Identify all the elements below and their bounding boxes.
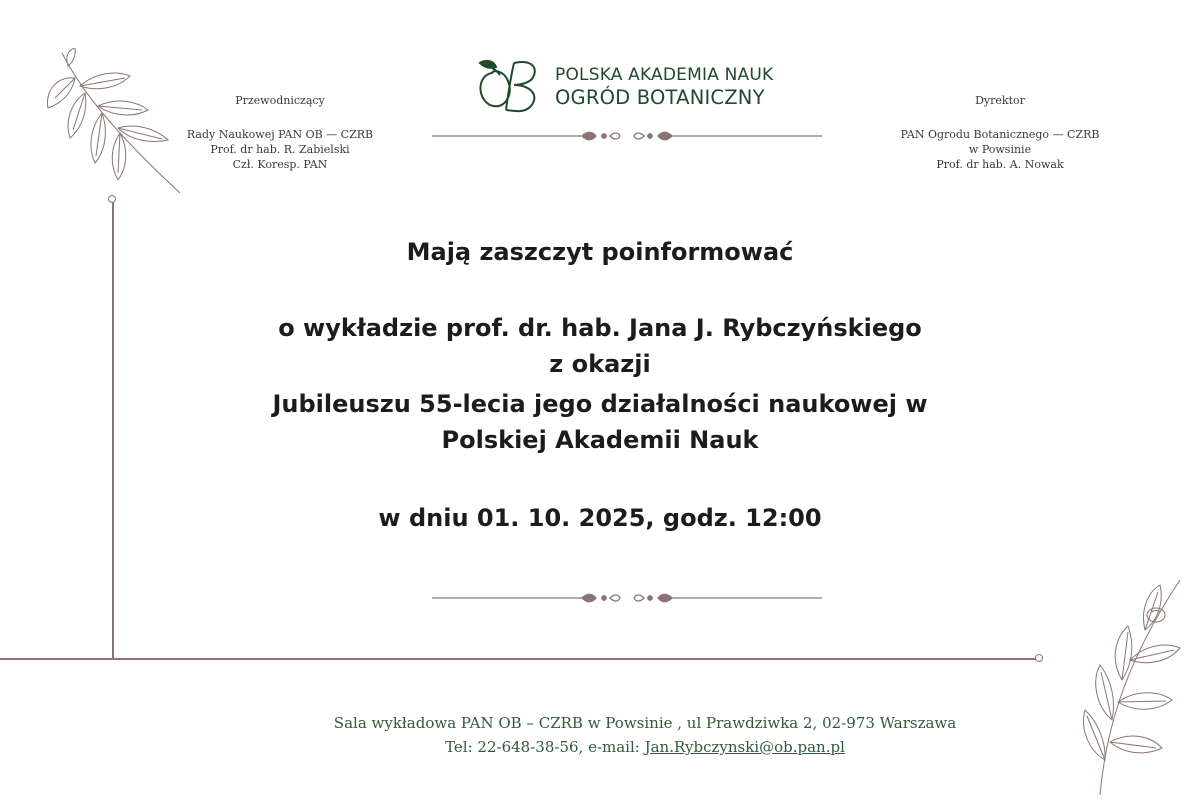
chairman-role: Przewodniczący: [235, 94, 325, 107]
phone-text: Tel: 22-648-38-56, e-mail:: [445, 738, 645, 756]
ob-monogram-icon: [470, 55, 548, 115]
director-line: Prof. dr hab. A. Nowak: [936, 158, 1064, 171]
flourish-divider-icon: [432, 129, 822, 143]
director-details: [875, 127, 1125, 172]
director-line: w Powsinie: [968, 143, 1032, 156]
olive-branch-icon: [1060, 560, 1200, 800]
event-date: w dniu 01. 10. 2025, godz. 12:00: [378, 504, 822, 532]
logo: [470, 55, 800, 115]
director-line: PAN Ogrodu Botanicznego — CZRB: [900, 128, 1100, 141]
frame-horizontal-line: [0, 658, 1040, 660]
chairman-line: Rady Naukowej PAN OB — CZRB: [186, 128, 374, 141]
frame-vertical-line: [112, 200, 114, 660]
flourish-divider-icon: [432, 591, 822, 605]
frame-dot-right: [1035, 654, 1043, 662]
chairman-line: Prof. dr hab. R. Zabielski: [210, 143, 350, 156]
olive-branch-icon: [40, 48, 185, 198]
contact-line: [200, 738, 1090, 756]
director-role: Dyrektor: [975, 94, 1025, 107]
email-link[interactable]: Jan.Rybczynski@ob.pan.pl: [644, 738, 845, 756]
announcement-line: Jubileuszu 55-lecia jego działalności naukowej w: [272, 390, 928, 418]
logo-line-2: OGRÓD BOTANICZNY: [555, 86, 765, 109]
announcement-line: z okazji: [549, 350, 651, 378]
announcement-line: Polskiej Akademii Nauk: [441, 426, 759, 454]
venue-address: Sala wykładowa PAN OB – CZRB w Powsinie , ul Prawdziwka 2, 02-973 Warszawa: [333, 714, 957, 732]
announcement-headline: Mają zaszczyt poinformować: [406, 238, 794, 266]
announcement-line: o wykładzie prof. dr. hab. Jana J. Rybczyńskiego: [278, 314, 922, 342]
chairman-line: Czł. Koresp. PAN: [232, 158, 328, 171]
chairman-details: [155, 127, 405, 172]
logo-line-1: POLSKA AKADEMIA NAUK: [555, 65, 774, 85]
